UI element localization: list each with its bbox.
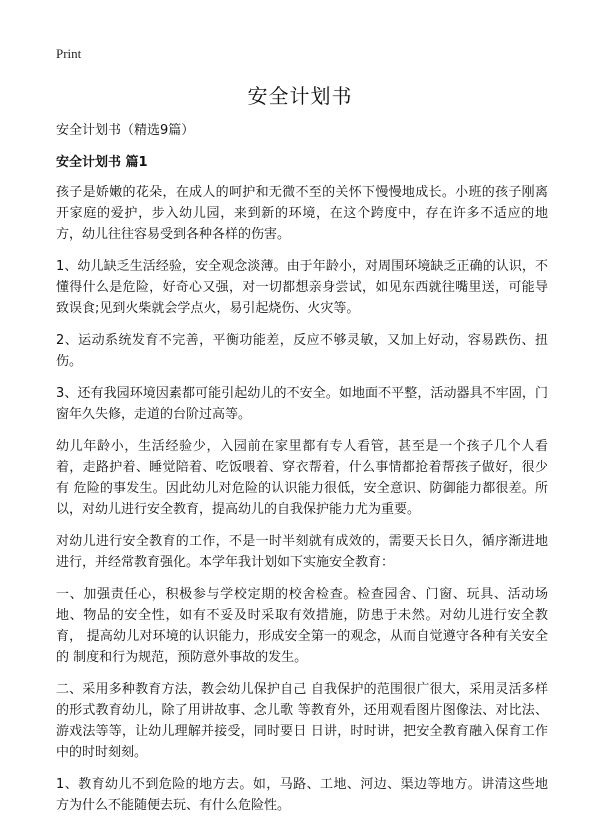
section-heading: 安全计划书 篇1 <box>56 155 148 170</box>
paragraph-analysis: 幼儿年龄小，生活经验少，入园前在家里都有专人看管，甚至是一个孩子几个人看着，走路护着、睡觉陪着、吃饭喂着、穿衣帮着，什么事情都抢着帮孩子做好，很少有 危险的事发生。因此幼儿对危险的认识能力很低，安全意识、防御能力都很差。所以，对幼儿进行安全教育，提高幼儿的自我保护能力尤为重要。 <box>56 439 548 517</box>
document-body <box>56 122 548 827</box>
paragraph-plan-2: 二、采用多种教育方法，教会幼儿保护自己 自我保护的范围很广很大，采用灵活多样的形式教育幼儿，除了用讲故事、念儿歌 等教育外，还用观看图片图像法、对比法、游戏法等等，让幼儿理解并接受，同时要日 日讲，时时讲，把安全教育融入保育工作中的时时刻刻。 <box>56 682 548 760</box>
paragraph-point-3: 3、还有我园环境因素都可能引起幼儿的不安全。如地面不平整，活动器具不牢固，门窗年久失修，走道的台阶过高等。 <box>56 386 548 422</box>
paragraph-plan-intro: 对幼儿进行安全教育的工作，不是一时半刻就有成效的，需要天长日久，循序渐进地进行，并经常教育强化。本学年我计划如下实施安全教育： <box>56 534 548 570</box>
document-subtitle: 安全计划书（精选9篇） <box>56 123 195 138</box>
paragraph-plan-1: 一、加强责任心，积极参与学校定期的校舍检查。检查园舍、门窗、玩具、活动场地、物品的安全性，如有不妥及时采取有效措施，防患于未然。对幼儿进行安全教育， 提高幼儿对环境的认识能力，形成安全第一的观念，从而自觉遵守各种有关安全的 制度和行为规范，预防意外事故的发生。 <box>56 587 548 665</box>
paragraph-point-1: 1、幼儿缺乏生活经验，安全观念淡薄。由于年龄小，对周围环境缺乏正确的认识，不懂得什么是危险，好奇心又强，对一切都想亲身尝试，如见东西就往嘴里送，可能导 致误食;见到火柴就会学点火，易引起烧伤、火灾等。 <box>56 259 548 316</box>
paragraph-point-2: 2、运动系统发育不完善，平衡功能差，反应不够灵敏，又加上好动，容易跌伤、扭伤。 <box>56 333 548 369</box>
paragraph-plan-2-item-1: 1、教育幼儿不到危险的地方去。如，马路、工地、河边、渠边等地方。讲清这些地 方为什么不能随便去玩、有什么危险性。 <box>56 777 548 813</box>
page-title: 安全计划书 <box>247 84 353 108</box>
paragraph-intro: 孩子是娇嫩的花朵，在成人的呵护和无微不至的关怀下慢慢地成长。小班的孩子刚离开家庭的爱护，步入幼儿园，来到新的环境，在这个跨度中，存在许多不适应的地方，幼儿往往容易受到各种各样的伤害。 <box>56 185 548 242</box>
print-label: Print <box>56 46 82 61</box>
